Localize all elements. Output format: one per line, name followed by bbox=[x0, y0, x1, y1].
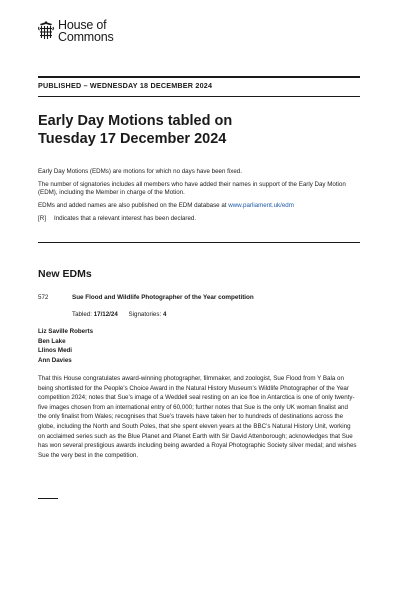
info-rule bbox=[38, 242, 360, 243]
tabled-label: Tabled: bbox=[72, 311, 92, 318]
info-paragraph-1: Early Day Motions (EDMs) are motions for which no days have been fixed. bbox=[38, 168, 242, 175]
house-of-commons-logo bbox=[38, 19, 114, 43]
logo-line-2: Commons bbox=[58, 30, 114, 44]
signatories-count: 4 bbox=[162, 311, 167, 318]
signers-list bbox=[38, 327, 93, 365]
logo-wordmark bbox=[58, 19, 114, 43]
logo-line-1: House of bbox=[58, 18, 107, 32]
tabled-date: 17/12/24 bbox=[93, 311, 118, 318]
info-paragraph-2: The number of signatories includes all members who have added their names in support of the Early Day Motion (EDM), including the Member in charge of the Motion. bbox=[38, 180, 346, 196]
page-title bbox=[38, 113, 358, 148]
edm-text: That this House congratulates award-winning photographer, filmmaker, and zoologist, Sue Flood from Y Bala on being shortlisted for the People’s Choice Award in the Natural History Museum’s Wildlife Photographer of the Year competition 2024; notes that Sue’s image of a Weddell seal resting on an ice floe in Antarctica is one of only twenty-five images chosen from an international entry of 60,000; further notes that Sue is the only UK woman finalist and the only finalist from Wales; recognises that Sue’s travels have taken her to hundreds of destinations across the globe, including the North and South Poles, that she spent eleven years at the BBC’s Natural History Unit, working on acclaimed series such as the Blue Planet and Planet Earth with Sir David Attenborough; acknowledges that Sue has won several prestigious awards including being awarded a Royal Photographic Society silver medal; and wishes Sue the very best in the competition. bbox=[38, 375, 357, 459]
info-block bbox=[38, 168, 360, 227]
info-paragraph-3 bbox=[38, 202, 360, 210]
relevant-interest-text: Indicates that a relevant interest has been declared. bbox=[54, 214, 197, 222]
end-mark bbox=[38, 498, 58, 499]
edm-number: 572 bbox=[38, 294, 49, 301]
published-date: PUBLISHED – WEDNESDAY 18 DECEMBER 2024 bbox=[38, 81, 213, 90]
edm-title: Sue Flood and Wildlife Photographer of the Year competition bbox=[72, 294, 254, 301]
edm-meta bbox=[72, 311, 166, 318]
info-paragraph-4 bbox=[38, 215, 360, 223]
top-rule bbox=[38, 76, 360, 78]
signer: Llinos Medi bbox=[38, 347, 73, 355]
edm-database-link[interactable]: www.parliament.uk/edm bbox=[228, 201, 294, 209]
signer: Ben Lake bbox=[38, 337, 66, 345]
published-rule bbox=[38, 96, 360, 97]
signer: Ann Davies bbox=[38, 356, 72, 364]
title-line-2: Tuesday 17 December 2024 bbox=[38, 130, 227, 147]
title-line-1: Early Day Motions tabled on bbox=[38, 113, 233, 129]
signatories-label: Signatories: bbox=[128, 311, 162, 318]
relevant-interest-flag: [R] bbox=[38, 214, 46, 222]
info-paragraph-3-text: EDMs and added names are also published on the EDM database at bbox=[38, 201, 229, 209]
signer: Liz Saville Roberts bbox=[38, 328, 94, 335]
section-title: New EDMs bbox=[38, 268, 92, 280]
portcullis-icon bbox=[38, 21, 54, 41]
